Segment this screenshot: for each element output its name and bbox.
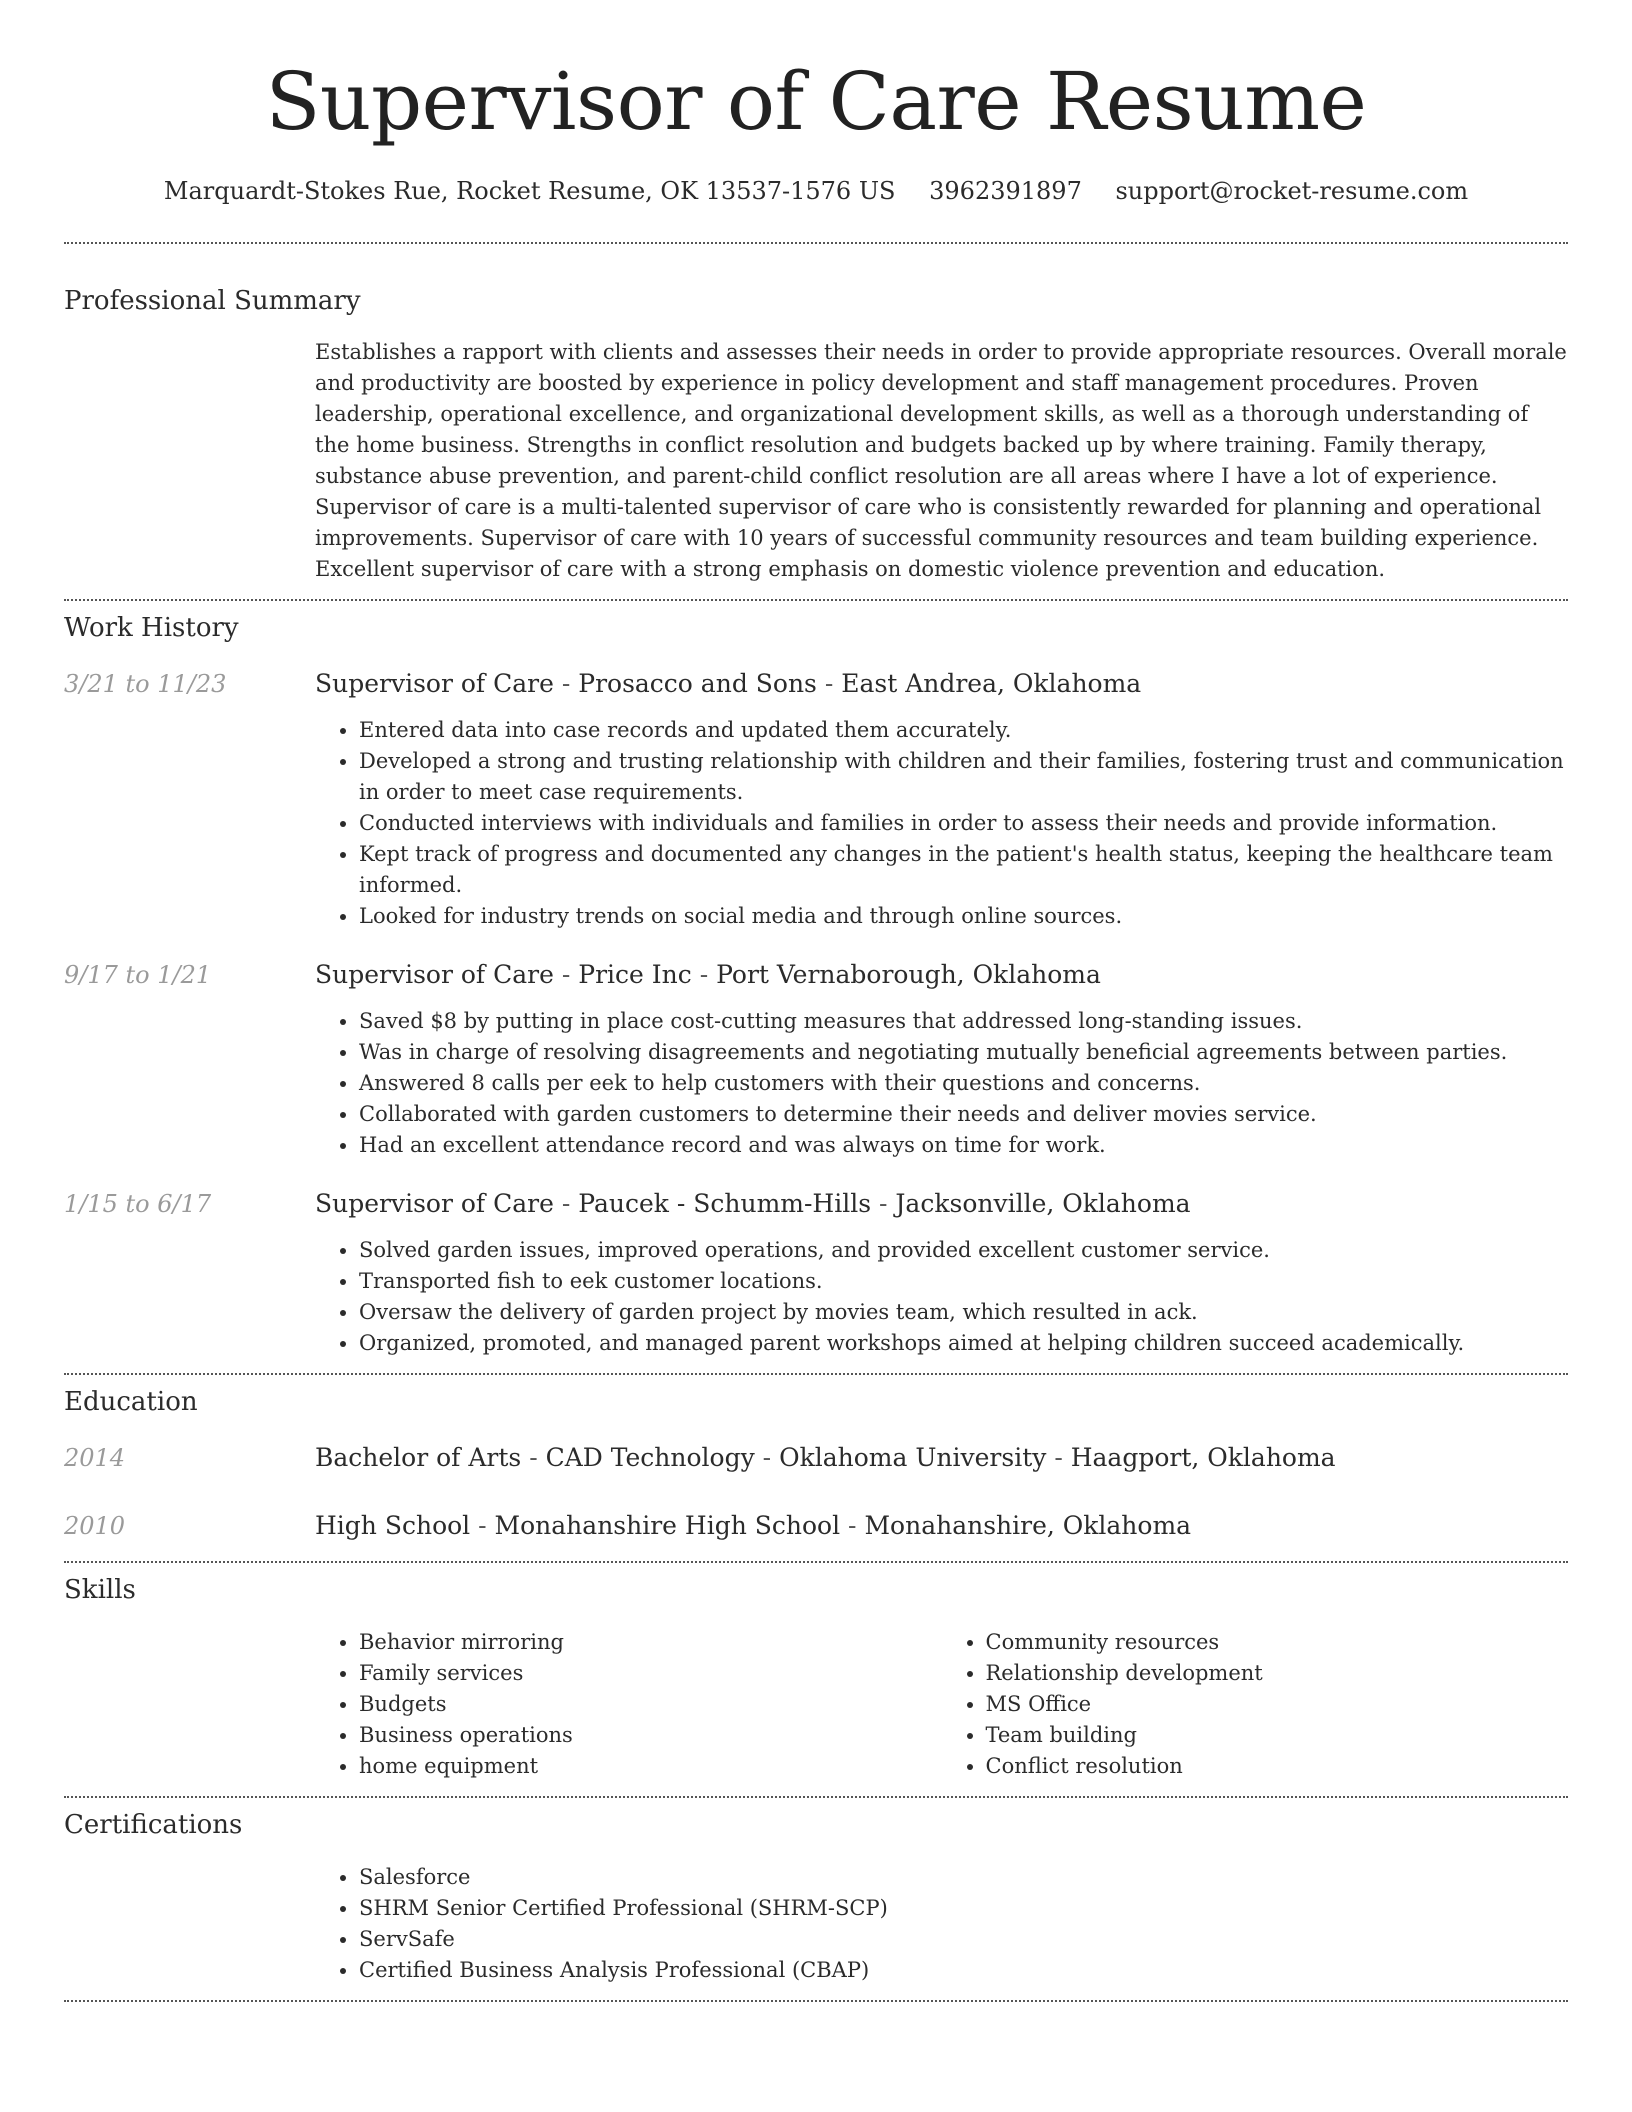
job-dates: 9/17 to 1/21	[64, 961, 212, 989]
certifications-section	[64, 1808, 1568, 1986]
job-header-row	[64, 958, 1568, 992]
skill-item: • Community resources	[986, 1627, 1569, 1658]
job-bullet: • Solved garden issues, improved operations, and provided excellent customer service.	[359, 1235, 1568, 1266]
education-entry	[64, 1509, 1568, 1543]
education-heading-line: Bachelor of Arts - CAD Technology - Oklahoma University - Haagport, Oklahoma	[315, 1443, 1336, 1472]
education-year: 2010	[64, 1512, 126, 1540]
job-bullets	[315, 1235, 1568, 1359]
job-title: Supervisor of Care	[315, 960, 554, 989]
skills-columns	[315, 1627, 1568, 1782]
job-bullet: • Collaborated with garden customers to determine their needs and deliver movies service.	[359, 1099, 1568, 1130]
section-divider	[64, 1561, 1568, 1563]
job-bullet: • Was in charge of resolving disagreements and negotiating mutually beneficial agreements between parties.	[359, 1037, 1568, 1068]
education-field: CAD Technology	[545, 1443, 755, 1472]
section-divider	[64, 599, 1568, 601]
education-degree: Bachelor of Arts	[315, 1443, 522, 1472]
section-divider	[64, 242, 1568, 244]
skill-item: • Relationship development	[986, 1658, 1569, 1689]
summary-text: Establishes a rapport with clients and assesses their needs in order to provide appropriate resources. Overall morale and productivity are boosted by experience in policy development and staff management procedures. Proven leadership, operational excellence, and organizational development skills, as well as a thorough understanding of the home business. Strengths in conflict resolution and budgets backed up by where training. Family therapy, substance abuse prevention, and parent-child conflict resolution are all areas where I have a lot of experience. Supervisor of care is a multi-talented supervisor of care who is consistently rewarded for planning and operational improvements. Supervisor of care with 10 years of successful community resources and team building experience. Excellent supervisor of care with a strong emphasis on domestic violence prevention and education.	[315, 340, 1567, 581]
education-location: Haagport, Oklahoma	[1070, 1443, 1336, 1472]
job-heading: Supervisor of Care - Prosacco and Sons - East Andrea, Oklahoma	[315, 669, 1142, 698]
skill-item: • Family services	[359, 1658, 942, 1689]
job-heading: Supervisor of Care - Price Inc - Port Vernaborough, Oklahoma	[315, 960, 1101, 989]
section-divider	[64, 1373, 1568, 1375]
job-title: Supervisor of Care	[315, 1189, 554, 1218]
education-school: Oklahoma University	[779, 1443, 1047, 1472]
job-entry	[64, 667, 1568, 932]
skill-item: • Team building	[986, 1720, 1569, 1751]
job-dates: 3/21 to 11/23	[64, 670, 227, 698]
education-heading-line: High School - Monahanshire High School - Monahanshire, Oklahoma	[315, 1511, 1192, 1540]
job-bullet: • Organized, promoted, and managed parent workshops aimed at helping children succeed academically.	[359, 1328, 1568, 1359]
job-header-row	[64, 1187, 1568, 1221]
work-heading: Work History	[64, 613, 239, 643]
skills-section	[64, 1573, 1568, 1782]
job-company: Paucek - Schumm-Hills	[578, 1189, 872, 1218]
certification-item: • Salesforce	[359, 1862, 1568, 1893]
certification-item: • ServSafe	[359, 1924, 1568, 1955]
job-bullet: • Saved $8 by putting in place cost-cutting measures that addressed long-standing issues.	[359, 1006, 1568, 1037]
education-school: Monahanshire High School	[494, 1511, 841, 1540]
job-bullet: • Kept track of progress and documented any changes in the patient's health status, keeping the healthcare team informed.	[359, 839, 1568, 901]
job-company: Price Inc	[578, 960, 692, 989]
job-bullet: • Answered 8 calls per eek to help customers with their questions and concerns.	[359, 1068, 1568, 1099]
summary-section	[64, 284, 1568, 585]
contact-phone: 3962391897	[929, 177, 1082, 205]
skills-list-right	[942, 1627, 1569, 1782]
certification-item: • SHRM Senior Certified Professional (SHRM-SCP)	[359, 1893, 1568, 1924]
job-dates: 1/15 to 6/17	[64, 1190, 212, 1218]
skill-item: • MS Office	[986, 1689, 1569, 1720]
job-bullet: • Developed a strong and trusting relationship with children and their families, fostering trust and communication in order to meet case requirements.	[359, 746, 1568, 808]
job-entry	[64, 958, 1568, 1161]
contact-email: support@rocket-resume.com	[1115, 177, 1469, 205]
education-section	[64, 1385, 1568, 1543]
skill-item: • Budgets	[359, 1689, 942, 1720]
summary-heading: Professional Summary	[64, 286, 361, 316]
job-bullets	[315, 715, 1568, 932]
section-divider	[64, 1796, 1568, 1798]
education-degree: High School	[315, 1511, 471, 1540]
job-bullet: • Had an excellent attendance record and was always on time for work.	[359, 1130, 1568, 1161]
job-location: Jacksonville, Oklahoma	[895, 1189, 1191, 1218]
skills-list-left	[315, 1627, 942, 1782]
skill-item: • Behavior mirroring	[359, 1627, 942, 1658]
certification-item: • Certified Business Analysis Professional (CBAP)	[359, 1955, 1568, 1986]
contact-line	[64, 174, 1568, 208]
education-year: 2014	[64, 1444, 126, 1472]
job-entry	[64, 1187, 1568, 1359]
job-company: Prosacco and Sons	[578, 669, 817, 698]
job-bullet: • Transported fish to eek customer locations.	[359, 1266, 1568, 1297]
education-entry	[64, 1441, 1568, 1475]
job-location: Port Vernaborough, Oklahoma	[716, 960, 1101, 989]
contact-address: Marquardt-Stokes Rue, Rocket Resume, OK 13537-1576 US	[163, 177, 896, 205]
job-location: East Andrea, Oklahoma	[841, 669, 1142, 698]
section-divider	[64, 2000, 1568, 2002]
skill-item: • Conflict resolution	[986, 1751, 1569, 1782]
job-title: Supervisor of Care	[315, 669, 554, 698]
education-location: Monahanshire, Oklahoma	[864, 1511, 1192, 1540]
certifications-heading: Certifications	[64, 1810, 243, 1840]
job-header-row	[64, 667, 1568, 701]
job-bullet: • Looked for industry trends on social media and through online sources.	[359, 901, 1568, 932]
work-section	[64, 611, 1568, 1359]
job-bullet: • Entered data into case records and updated them accurately.	[359, 715, 1568, 746]
job-bullet: • Oversaw the delivery of garden project by movies team, which resulted in ack.	[359, 1297, 1568, 1328]
education-heading: Education	[64, 1387, 198, 1417]
job-bullets	[315, 1006, 1568, 1161]
skill-item: • Business operations	[359, 1720, 942, 1751]
job-heading: Supervisor of Care - Paucek - Schumm-Hills - Jacksonville, Oklahoma	[315, 1189, 1191, 1218]
resume-title: Supervisor of Care Resume	[265, 55, 1367, 148]
job-bullet: • Conducted interviews with individuals and families in order to assess their needs and provide information.	[359, 808, 1568, 839]
skills-heading: Skills	[64, 1575, 136, 1605]
skill-item: • home equipment	[359, 1751, 942, 1782]
certifications-list	[315, 1862, 1568, 1986]
